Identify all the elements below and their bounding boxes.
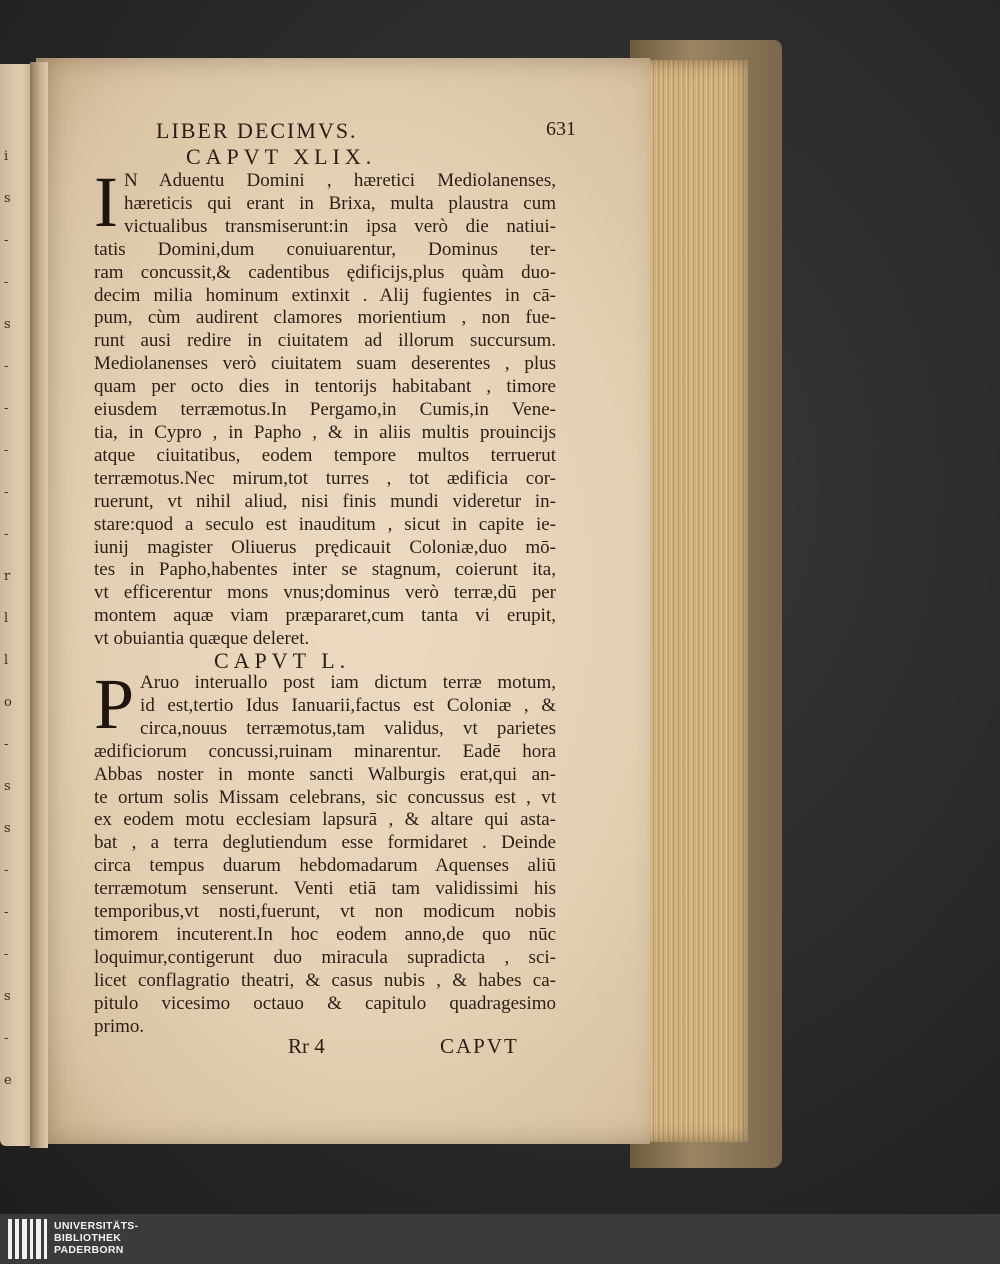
text-line: timorem incuterent.In hoc eodem anno,de quo nūc xyxy=(94,923,556,945)
text-line: terræmotum senserunt. Venti etiā tam validissimi his xyxy=(94,878,556,900)
text-line: Aruo interuallo post iam dictum terræ motum, xyxy=(140,672,556,693)
text-line: vt efficerentur mons vnus;dominus verò terræ,dū per xyxy=(94,582,556,604)
text-line: montem aquæ viam præpararet,cum tanta vi erupit, xyxy=(94,605,556,627)
library-logo-icon xyxy=(8,1219,48,1259)
text-line: tes in Papho,habentes inter se stagnum, coierunt ita, xyxy=(94,559,556,581)
left-margin-mark: - xyxy=(4,359,9,374)
logo-line-2: BIBLIOTHEK xyxy=(54,1232,122,1244)
left-margin-mark: - xyxy=(4,401,9,416)
left-margin-mark: s xyxy=(4,989,11,1004)
text-line: pum, cùm audirent clamores morientium , non fue- xyxy=(94,307,556,329)
chapter-50-text xyxy=(94,664,556,1039)
text-line: quam per octo dies in tentorijs habitabant , timore xyxy=(94,376,556,398)
chapter-heading-50: CAPVT L. xyxy=(214,648,351,673)
text-line: atque ciuitatibus, eodem tempore multos terruerut xyxy=(94,444,556,466)
text-line: decim milia hominum extinxit . Alij fugientes in cā- xyxy=(94,284,556,306)
text-line: temporibus,vt nosti,fuerunt, vt non modicum nobis xyxy=(94,901,556,923)
left-margin-mark: - xyxy=(4,947,9,962)
left-margin-mark: - xyxy=(4,443,9,458)
text-line: runt ausi redire in ciuitatem ad illorum succursum. xyxy=(94,330,556,352)
dropcap-p: P xyxy=(94,664,135,744)
left-margin-mark: e xyxy=(4,1073,12,1088)
left-margin-mark: - xyxy=(4,485,9,500)
left-margin-mark: r xyxy=(4,569,11,584)
left-margin-mark: s xyxy=(4,191,11,206)
left-margin-mark: s xyxy=(4,821,11,836)
left-margin-mark: l xyxy=(4,653,9,668)
left-margin-mark: - xyxy=(4,275,9,290)
running-head xyxy=(156,118,576,142)
text-line: N Aduentu Domini , hæretici Mediolanenses, xyxy=(123,170,556,191)
left-margin-mark: - xyxy=(4,905,9,920)
text-line: tia, in Cypro , in Papho , & in aliis multis prouincijs xyxy=(94,421,556,443)
text-line: primo. xyxy=(94,1015,145,1037)
text-line: bat , a terra deglutiendum esse formidaret . Deinde xyxy=(94,832,556,854)
text-line: ædificiorum concussi,ruinam minarentur. Eadē hora xyxy=(94,740,556,762)
left-margin-mark: l xyxy=(4,611,9,626)
text-line: Mediolanenses verò ciuitatem suam deserentes , plus xyxy=(94,353,556,375)
library-logo-text xyxy=(54,1220,138,1256)
left-margin-mark: - xyxy=(4,863,9,878)
text-line: circa,nouus terræmotus,tam validus, vt parietes xyxy=(140,717,556,739)
folio-number: 631 xyxy=(546,118,576,140)
text-line: eiusdem terræmotus.In Pergamo,in Cumis,in Vene- xyxy=(94,399,556,421)
text-line: stare:quod a seculo est inauditum , sicut in capite ie- xyxy=(94,513,556,535)
text-line: ex eodem motu ecclesiam lapsurā , & altare qui asta- xyxy=(94,809,556,831)
footer-bar xyxy=(0,1214,1000,1264)
left-margin-mark: - xyxy=(4,1031,9,1046)
text-line: id est,tertio Idus Ianuarii,factus est Coloniæ , & xyxy=(140,694,556,716)
text-line: victualibus transmiserunt:in ipsa verò die natiui- xyxy=(123,215,556,237)
logo-line-1: UNIVERSITÄTS- xyxy=(54,1220,139,1232)
left-margin-mark: i xyxy=(4,149,9,164)
text-line: tatis Domini,dum conuiuarentur, Dominus ter- xyxy=(94,238,556,260)
chapter-49-text xyxy=(94,162,556,651)
text-line: pitulo vicesimo octauo & capitulo quadragesimo xyxy=(94,992,556,1014)
left-margin-mark: - xyxy=(4,737,9,752)
book-gutter xyxy=(30,62,48,1148)
left-margin-mark: - xyxy=(4,527,9,542)
text-line: Abbas noster in monte sancti Walburgis erat,qui an- xyxy=(94,763,556,785)
running-title: LIBER DECIMVS. xyxy=(156,118,358,143)
text-line: circa tempus duarum hebdomadarum Aquenses aliū xyxy=(94,855,556,877)
left-margin-mark: - xyxy=(4,233,9,248)
right-page xyxy=(36,58,650,1144)
text-line: hæreticis qui erant in Brixa, multa plaustra cum xyxy=(123,192,556,214)
catchword: CAPVT xyxy=(440,1034,519,1058)
dropcap-i: I xyxy=(94,162,118,242)
text-line: te ortum solis Missam celebrans, sic concussus est , vt xyxy=(94,786,556,808)
signature-mark: Rr 4 xyxy=(288,1034,325,1058)
left-margin-mark: s xyxy=(4,317,11,332)
text-line: ram concussit,& cadentibus ędificijs,plus quàm duo- xyxy=(94,261,556,283)
logo-line-3: PADERBORN xyxy=(54,1244,124,1256)
left-margin-mark: s xyxy=(4,779,11,794)
text-line: vt obuiantia quæque deleret. xyxy=(94,628,310,650)
text-line: iunij magister Oliuerus prędicauit Coloniæ,duo mō- xyxy=(94,536,556,558)
text-line: ruerunt, vt nihil aliud, nisi finis mundi videretur in- xyxy=(94,490,556,512)
text-line: loquimur,contigerunt duo miracula supradicta , sci- xyxy=(94,946,556,968)
text-line: terræmotus.Nec mirum,tot turres , tot ædificia cor- xyxy=(94,467,556,489)
chapter-heading-49: CAPVT XLIX. xyxy=(186,144,377,169)
text-line: licet conflagratio theatri, & casus nubis , & habes ca- xyxy=(94,969,556,991)
left-margin-mark: o xyxy=(4,695,12,710)
